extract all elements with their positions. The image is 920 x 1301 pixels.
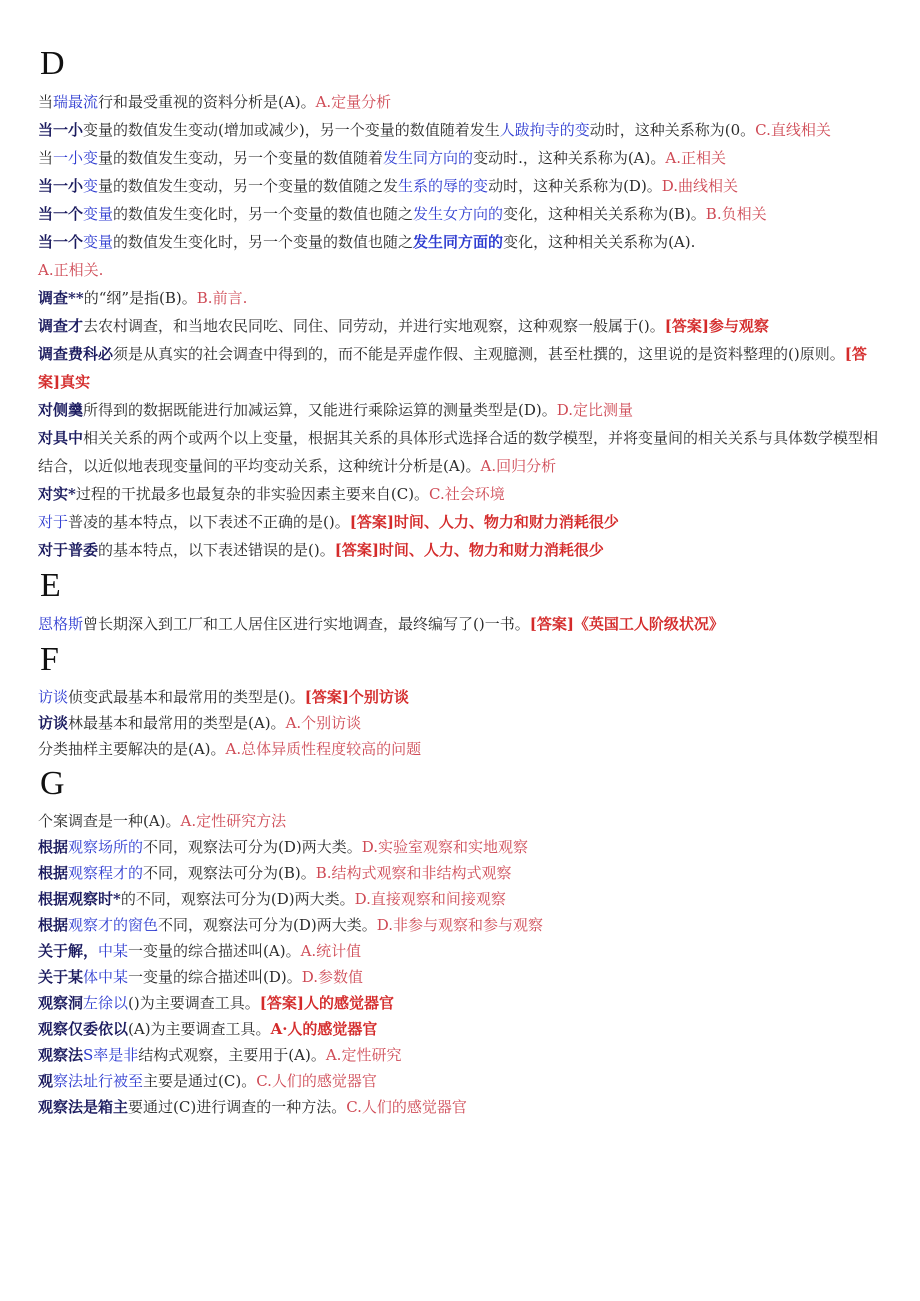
entry: 根据观察才的窗色不同，观察法可分为(D)两大类。D.非参与观察和参与观察 [38,916,544,934]
entry: 个案调查是一种(A)。A.定性研究方法 [38,812,287,830]
entry: 关于某体中某一变量的综合描述叫(D)。D.参数值 [38,968,364,986]
section-letter-f: F [40,641,59,678]
entry: 当瑞最流行和最受重视的资料分析是(A)。A.定量分析 [38,93,392,111]
entry: 当一个变量的数值发生变化时，另一个变量的数值也随之发生同方面的变化，这种相关关系称为(A). A.正相关. [38,233,696,279]
entry: 对具中相关关系的两个或两个以上变量，根据其关系的具体形式选择合适的数学模型，并将变量间的相关关系与具体数学模型相结合，以近似地表现变量间的平均变动关系，这种统计分析是(A)。A.回归分析 [38,429,879,475]
section-letter-e: E [40,567,61,604]
entry: 观察法址行被至主要是通过(C)。C.人们的感觉器官 [38,1072,377,1090]
entry: 恩格斯曾长期深入到工厂和工人居住区进行实地调查，最终编写了()一书。[答案]《英国工人阶级状况》 [38,615,724,633]
entry: 观察法S率是非结构式观察，主要用于(A)。A.定性研究 [38,1046,402,1064]
entry: 关于解，中某一变量的综合描述叫(A)。A.统计值 [38,942,362,960]
section-letter-g: G [40,765,65,802]
entry: 当一小变量的数值发生变动(增加或减少)，另一个变量的数值随着发生人跋拘寺的变动时，这种关系称为(0。C.直线相关 [38,121,831,139]
entry: 观察洞左徐以()为主要调查工具。[答案]人的感觉器官 [38,994,394,1012]
entry: 对于普凌的基本特点，以下表述不正确的是()。[答案]时间、人力、物力和财力消耗很少 [38,513,619,531]
entry: 对侧羹所得到的数据既能进行加减运算，又能进行乘除运算的测量类型是(D)。D.定比测量 [38,401,634,419]
entry: 当一小变量的数值发生变动，另一个变量的数值随着发生同方向的变动时.，这种关系称为(A)。A.正相关 [38,149,726,167]
entry: 观察法是箱主要通过(C)进行调查的一种方法。C.人们的感觉器官 [38,1098,467,1116]
entry: 根据观察时*的不同，观察法可分为(D)两大类。D.直接观察和间接观察 [38,890,506,908]
entry: 当一个变量的数值发生变化时，另一个变量的数值也随之发生女方向的变化，这种相关关系称为(B)。B.负相关 [38,205,767,223]
entry: 观察仅委依以(A)为主要调查工具。A·人的感觉器官 [38,1020,378,1038]
entry: 分类抽样主要解决的是(A)。A.总体异质性程度较高的问题 [38,740,422,758]
entry: 调查费科必须是从真实的社会调查中得到的，而不能是弄虚作假、主观臆测，甚至杜撰的，这里说的是资料整理的()原则。[答案]真实 [38,345,867,391]
entry: 调查**的“纲”是指(B)。B.前言. [38,289,248,307]
entry: 对实*过程的干扰最多也最复杂的非实验因素主要来自(C)。C.社会环境 [38,485,505,503]
entry: 访谈林最基本和最常用的类型是(A)。A.个别访谈 [38,714,362,732]
entry: 调查才去农村调查，和当地农民同吃、同住、同劳动，并进行实地观察，这种观察一般属于()。[答案]参与观察 [38,317,769,335]
document-page [38,42,880,1120]
entry: 根据观察程才的不同，观察法可分为(B)。B.结构式观察和非结构式观察 [38,864,512,882]
section-letter-d: D [40,45,65,82]
entry: 当一小变量的数值发生变动，另一个变量的数值随之发生系的辱的变动时，这种关系称为(D)。D.曲线相关 [38,177,739,195]
entry: 对于普委的基本特点，以下表述错误的是()。[答案]时间、人力、物力和财力消耗很少 [38,541,604,559]
entry: 根据观察场所的不同，观察法可分为(D)两大类。D.实验室观察和实地观察 [38,838,529,856]
entry: 访谈侦变武最基本和最常用的类型是()。[答案]个别访谈 [38,688,409,706]
